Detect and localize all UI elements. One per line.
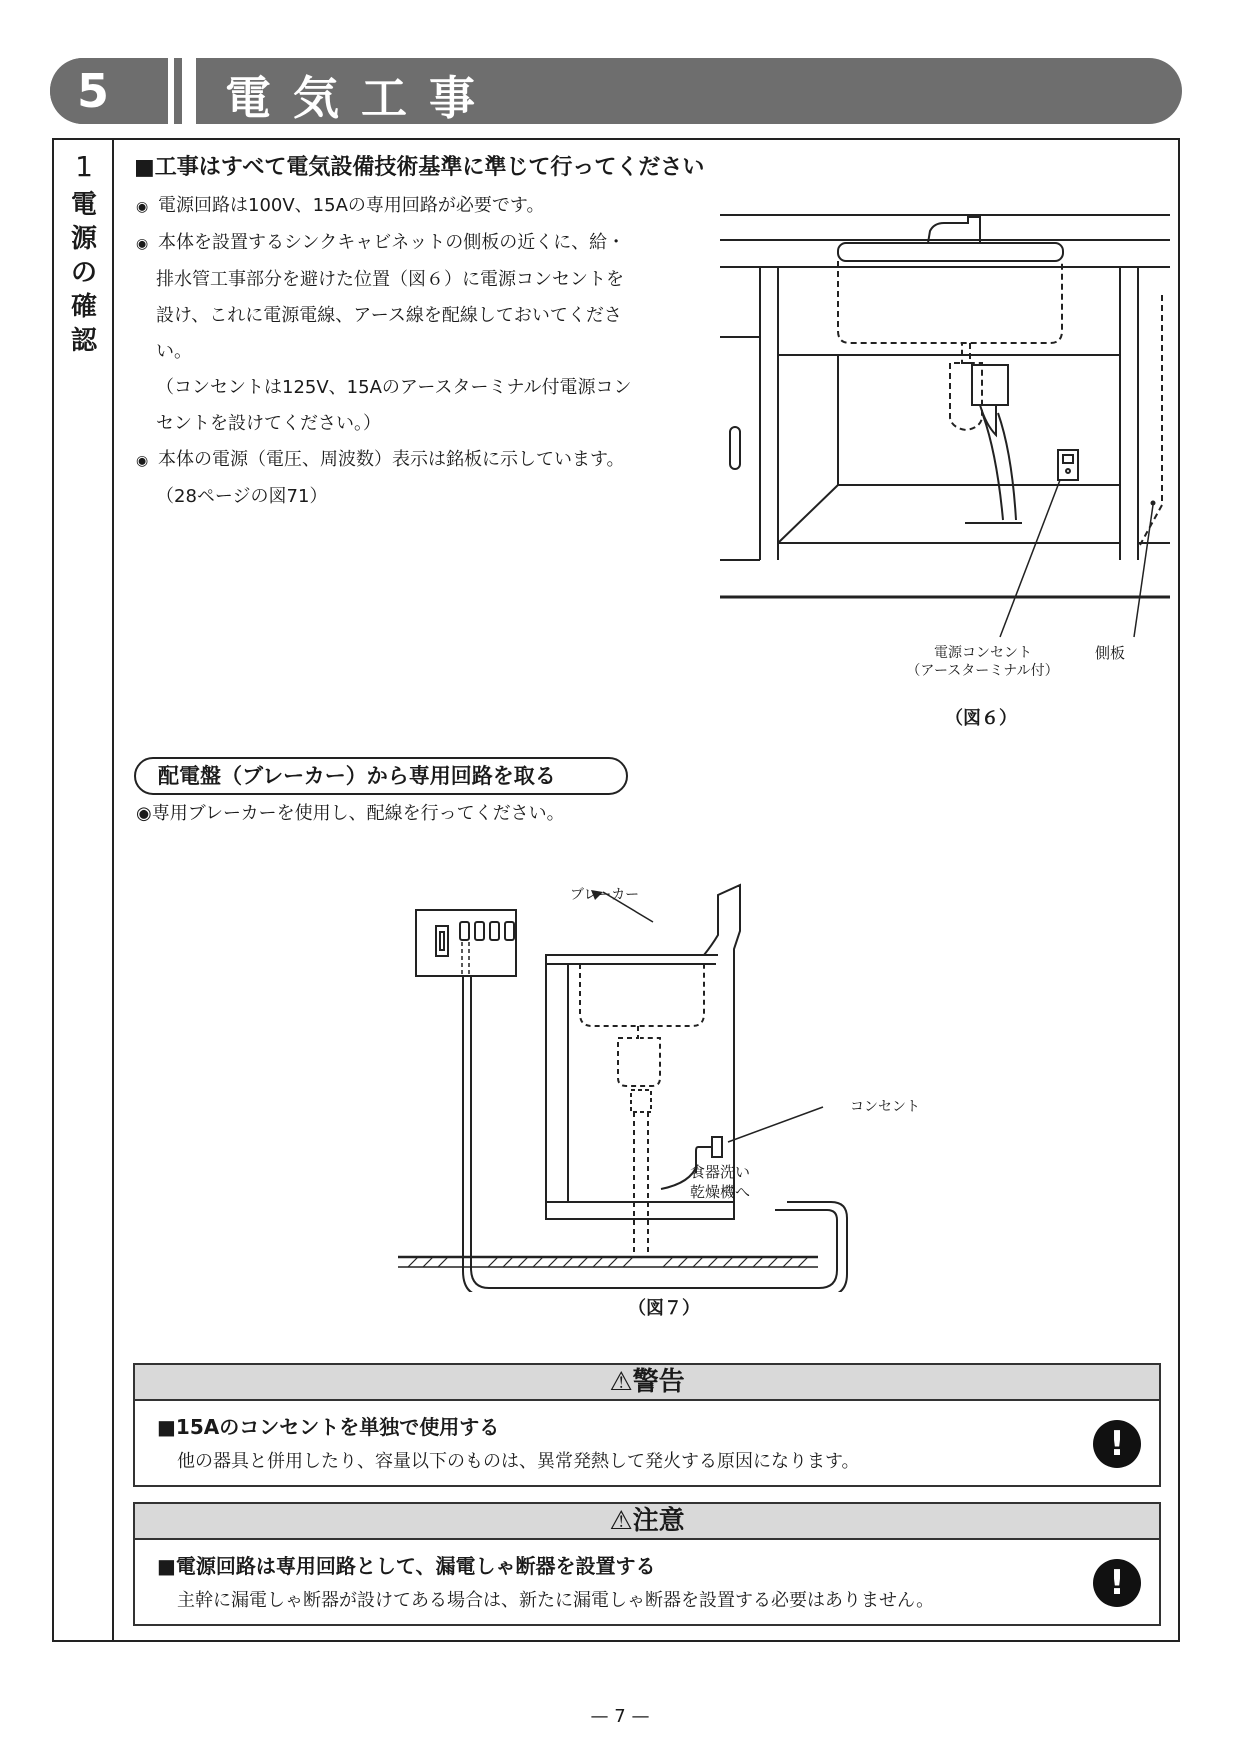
header-divider-gap	[182, 58, 196, 124]
list-item-line: 設け、これに電源電線、アース線を配線しておいてくださ	[156, 305, 622, 326]
figure7-caption: （図７）	[628, 1298, 700, 1319]
figure7-label-dishwasher-line1: 食器洗い	[690, 1163, 751, 1181]
list-item-line: 電源回路は100V、15Aの専用回路が必要です。	[158, 195, 545, 216]
caution-box	[133, 1502, 1161, 1626]
header-bar	[50, 58, 1182, 124]
figure7-label-breaker: ブレーカー	[570, 887, 640, 903]
side-label-char: の	[70, 258, 97, 288]
figure6-label-outlet-sub: （アースターミナル付）	[906, 663, 1059, 679]
list-item-line: 本体を設置するシンクキャビネットの側板の近くに、給・	[158, 232, 626, 253]
list-item	[136, 225, 696, 442]
list-item-line: 排水管工事部分を避けた位置（図６）に電源コンセントを	[156, 269, 624, 290]
list-item	[136, 188, 696, 225]
list-item-line: い。	[156, 341, 192, 362]
figure6-label-outlet	[928, 642, 1038, 662]
figure7-label-dishwasher-line2: 乾燥機へ	[690, 1183, 751, 1201]
section2-heading: 配電盤（ブレーカー）から専用回路を取る	[134, 757, 628, 795]
caution-header: ⚠注意	[135, 1504, 1159, 1540]
side-label-char: 電	[70, 190, 97, 220]
caution-text: 主幹に漏電しゃ断器が設けてある場合は、新たに漏電しゃ断器を設置する必要はありません。	[177, 1590, 935, 1611]
section1-list	[136, 188, 696, 515]
figure7-diagram	[398, 872, 878, 1292]
side-label-char: 源	[70, 224, 97, 254]
exclamation-icon: !	[1093, 1559, 1141, 1607]
warning-text: 他の器具と併用したり、容量以下のものは、異常発熱して発火する原因になります。	[177, 1451, 860, 1472]
side-label-number: 1	[75, 150, 93, 183]
exclamation-icon: !	[1093, 1420, 1141, 1468]
list-item-line: セントを設けてください。）	[156, 413, 381, 434]
figure6-diagram	[710, 205, 1180, 675]
section-title: 電気工事	[225, 71, 497, 125]
list-item	[136, 442, 696, 515]
warning-header: ⚠警告	[135, 1365, 1159, 1401]
page-number: — 7 —	[590, 1706, 650, 1727]
frame-divider	[112, 138, 114, 1642]
caution-title: ■電源回路は専用回路として、漏電しゃ断器を設置する	[157, 1554, 656, 1578]
section-number: 5	[76, 64, 109, 118]
side-label-char: 確	[70, 292, 97, 322]
figure7-label-outlet: コンセント	[850, 1099, 920, 1115]
section-number-box	[50, 58, 136, 124]
figure7-label-dishwasher	[690, 1162, 750, 1202]
list-item-line: 本体の電源（電圧、周波数）表示は銘板に示しています。	[158, 449, 625, 470]
bullet-icon: ◉	[136, 236, 149, 252]
section2-note: ◉専用ブレーカーを使用し、配線を行ってください。	[136, 803, 565, 824]
figure6-label-side: 側板	[1095, 644, 1126, 662]
warning-box	[133, 1363, 1161, 1487]
bullet-icon: ◉	[136, 199, 149, 215]
figure6-label-outlet-line1: 電源コンセント	[934, 645, 1032, 661]
bullet-icon: ◉	[136, 453, 149, 469]
figure6-caption: （図６）	[945, 708, 1017, 729]
list-item-line: （28ページの図71）	[156, 486, 328, 507]
header-divider-bar	[174, 58, 182, 124]
section1-heading: ■工事はすべて電気設備技術基準に準じて行ってください	[134, 155, 705, 180]
warning-title: ■15Aのコンセントを単独で使用する	[157, 1415, 500, 1439]
section-header	[50, 58, 1182, 124]
side-label	[64, 150, 104, 358]
side-label-char: 認	[70, 326, 97, 356]
list-item-line: （コンセントは125V、15Aのアースターミナル付電源コン	[156, 377, 632, 398]
